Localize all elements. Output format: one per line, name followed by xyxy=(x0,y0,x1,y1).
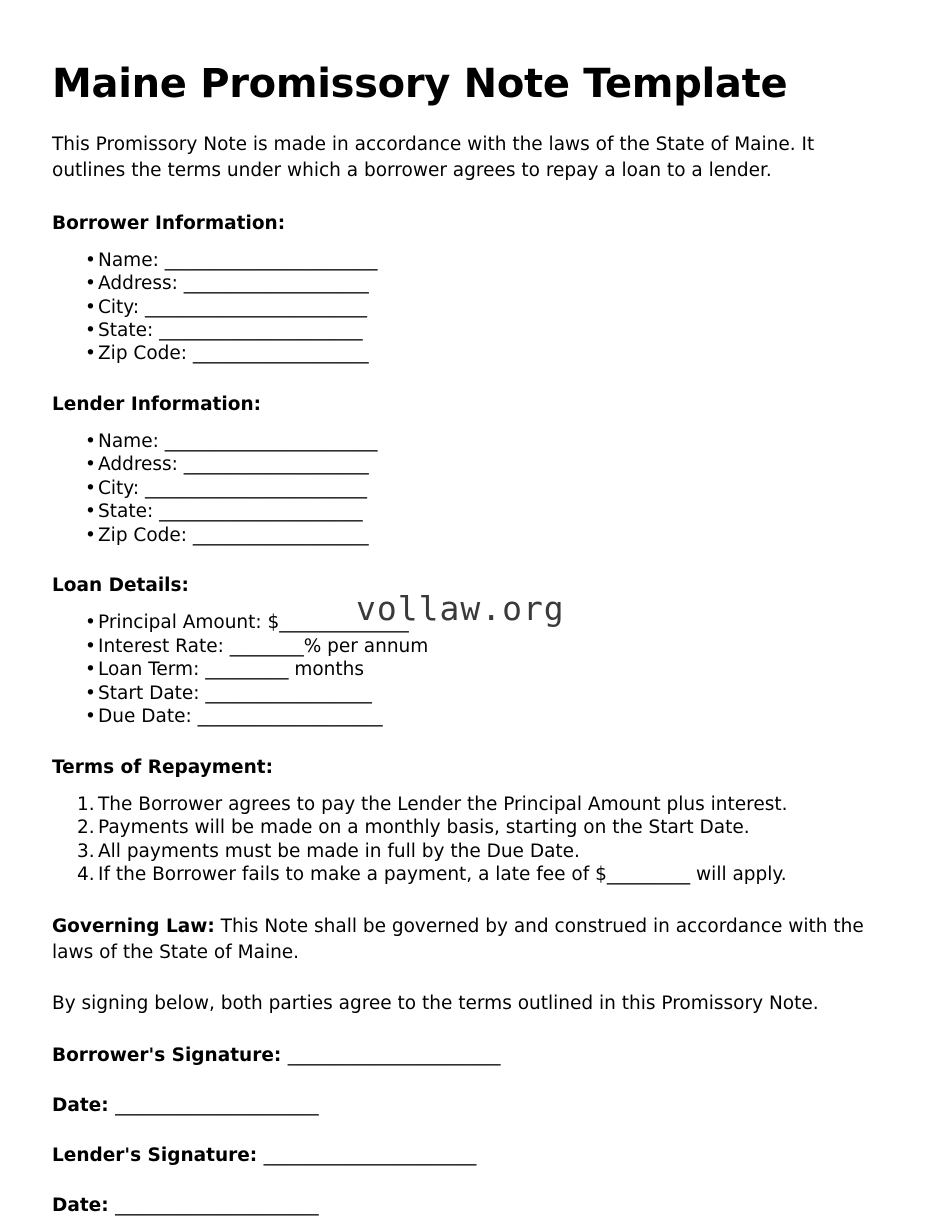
lender-date-field xyxy=(52,1168,892,1218)
list-item: • Due Date: ____________________ xyxy=(52,705,892,728)
lender-date-label: Date: xyxy=(52,1194,116,1216)
page-title: Maine Promissory Note Template xyxy=(52,61,788,107)
document-content xyxy=(52,0,892,1218)
list-item: • Loan Term: _________ months xyxy=(52,658,892,681)
list-item: • City: ________________________ xyxy=(52,296,892,319)
lender-signature-label: Lender's Signature: xyxy=(52,1144,264,1166)
lender-signature-field xyxy=(52,1118,892,1168)
list-item: • Zip Code: ___________________ xyxy=(52,342,892,365)
borrower-signature-rule: _______________________ xyxy=(287,1044,501,1066)
borrower-date-label: Date: xyxy=(52,1094,116,1116)
borrower-signature-field xyxy=(52,1018,892,1068)
terms-of-repayment-list xyxy=(52,778,892,887)
lender-signature-rule: _______________________ xyxy=(263,1144,477,1166)
list-item: • Address: ____________________ xyxy=(52,453,892,476)
intro-paragraph: This Promissory Note is made in accordance with the laws of the State of Maine. It outlines the terms under which a borrower agrees to repay a loan to a lender. xyxy=(52,134,815,182)
list-item: • Address: ____________________ xyxy=(52,272,892,295)
list-item: • Name: _______________________ xyxy=(52,249,892,272)
borrower-information-list xyxy=(52,234,892,366)
borrower-signature-label: Borrower's Signature: xyxy=(52,1044,288,1066)
borrower-information-heading: Borrower Information: xyxy=(52,212,286,234)
list-item: • City: ________________________ xyxy=(52,477,892,500)
list-item: • Start Date: __________________ xyxy=(52,682,892,705)
list-item: The Borrower agrees to pay the Lender the Principal Amount plus interest. xyxy=(98,793,788,815)
list-item: Payments will be made on a monthly basis, starting on the Start Date. xyxy=(98,817,750,839)
list-item: If the Borrower fails to make a payment, a late fee of $_________ will apply. xyxy=(98,864,787,886)
governing-law-label: Governing Law: xyxy=(52,915,215,937)
list-item: All payments must be made in full by the Due Date. xyxy=(98,840,580,862)
list-item: • State: ______________________ xyxy=(52,319,892,342)
borrower-date-field xyxy=(52,1068,892,1118)
borrower-date-rule: ______________________ xyxy=(115,1094,319,1116)
terms-of-repayment-heading: Terms of Repayment: xyxy=(52,756,274,778)
signing-statement: By signing below, both parties agree to the terms outlined in this Promissory Note. xyxy=(52,993,819,1015)
list-item: • Zip Code: ___________________ xyxy=(52,524,892,547)
list-item: • Interest Rate: ________% per annum xyxy=(52,635,892,658)
list-item: • Name: _______________________ xyxy=(52,430,892,453)
lender-date-rule: ______________________ xyxy=(115,1194,319,1216)
governing-law-paragraph xyxy=(52,887,882,967)
loan-details-heading: Loan Details: xyxy=(52,575,189,597)
list-item: • Principal Amount: $______________ xyxy=(52,611,892,634)
site-watermark: vollaw.org xyxy=(356,589,565,628)
lender-information-list xyxy=(52,415,892,547)
lender-information-heading: Lender Information: xyxy=(52,393,262,415)
loan-details-list xyxy=(52,596,892,728)
list-item: • State: ______________________ xyxy=(52,500,892,523)
governing-law-body: This Note shall be governed by and construed in accordance with the laws of the State of Maine. xyxy=(52,915,864,963)
